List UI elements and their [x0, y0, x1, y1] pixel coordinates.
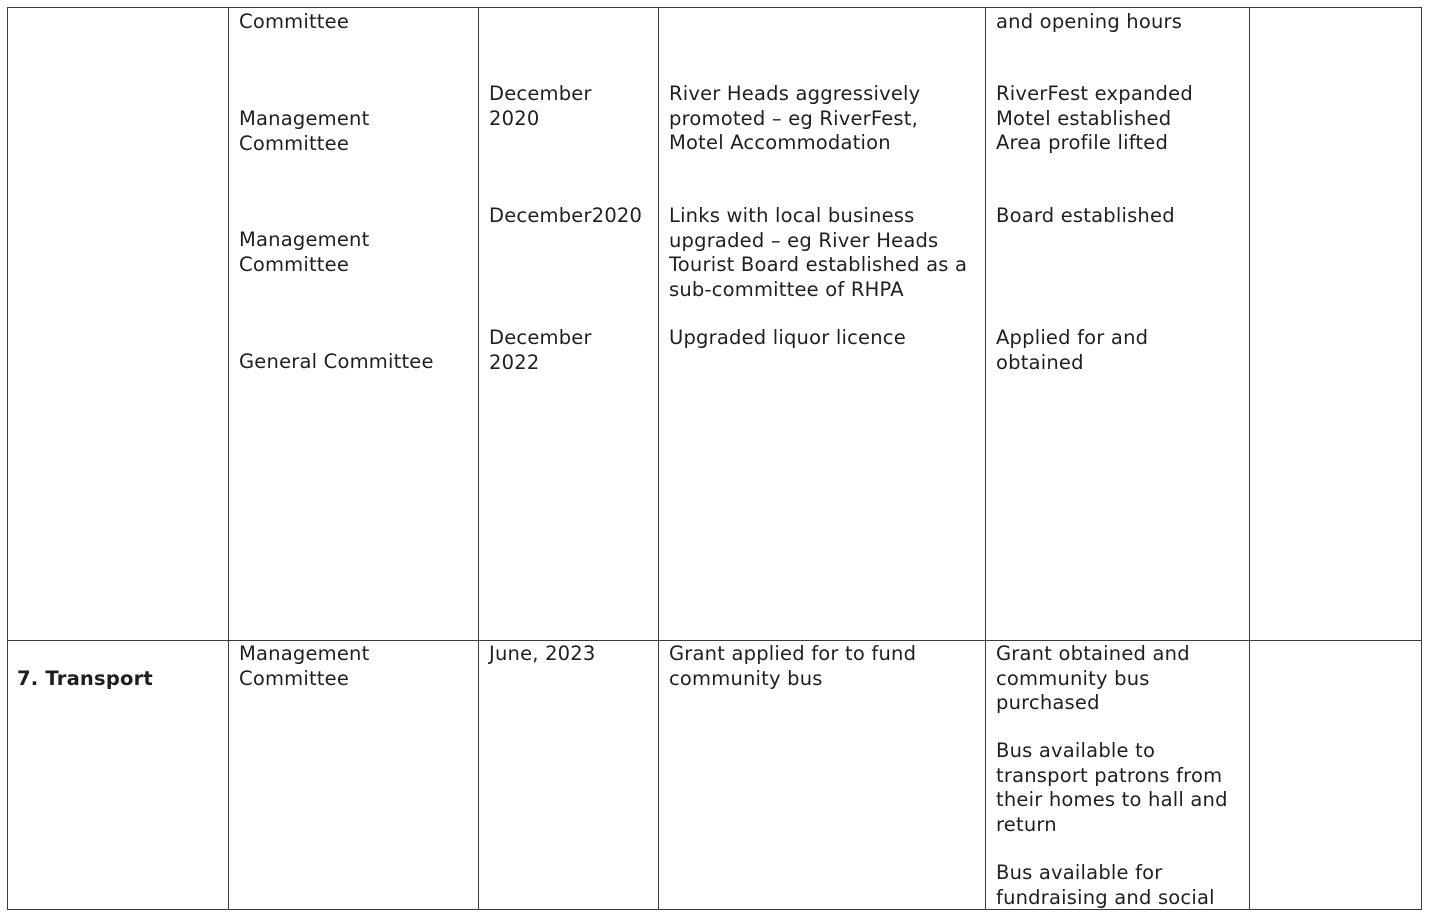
responsible-cell: Committee — [239, 10, 350, 33]
column-divider-3 — [658, 7, 659, 910]
row-divider — [7, 640, 1422, 641]
table-border-right — [1421, 7, 1422, 910]
section-heading — [17, 642, 153, 691]
action-cell: River Heads aggressively promoted – eg RiverFest, Motel Accommodation — [669, 82, 921, 154]
column-divider-4 — [985, 7, 986, 910]
table-border-left — [7, 7, 8, 910]
column-divider-1 — [228, 7, 229, 910]
column-divider-5 — [1249, 7, 1250, 910]
outcome-cell: and opening hours — [996, 10, 1183, 33]
action-cell: Links with local business upgraded – eg River Heads Tourist Board established as a sub-committee of RHPA — [669, 204, 968, 301]
action-cell: Upgraded liquor licence — [669, 326, 906, 349]
timeframe-cell: December 2022 — [489, 326, 592, 374]
outcome-cell: Applied for and obtained — [996, 326, 1149, 374]
timeframe-cell: June, 2023 — [489, 642, 596, 665]
outcome-cell: RiverFest expanded Motel established Area profile lifted — [996, 82, 1193, 154]
responsible-cell: Management Committee — [239, 107, 370, 155]
responsible-cell: Management Committee — [239, 642, 370, 690]
table-border-top — [7, 7, 1422, 8]
section-title: Transport — [45, 666, 153, 690]
outcome-cell: Bus available for fundraising and social — [996, 861, 1215, 909]
outcome-cell: Grant obtained and community bus purchased — [996, 642, 1190, 714]
responsible-cell: General Committee — [239, 350, 434, 373]
section-number: 7. — [17, 666, 39, 690]
action-cell: Grant applied for to fund community bus — [669, 642, 917, 690]
timeframe-cell: December2020 — [489, 204, 643, 227]
responsible-cell: Management Committee — [239, 228, 370, 276]
column-divider-2 — [478, 7, 479, 910]
outcome-cell: Board established — [996, 204, 1175, 227]
timeframe-cell: December 2020 — [489, 82, 592, 130]
outcome-cell: Bus available to transport patrons from their homes to hall and return — [996, 739, 1228, 836]
